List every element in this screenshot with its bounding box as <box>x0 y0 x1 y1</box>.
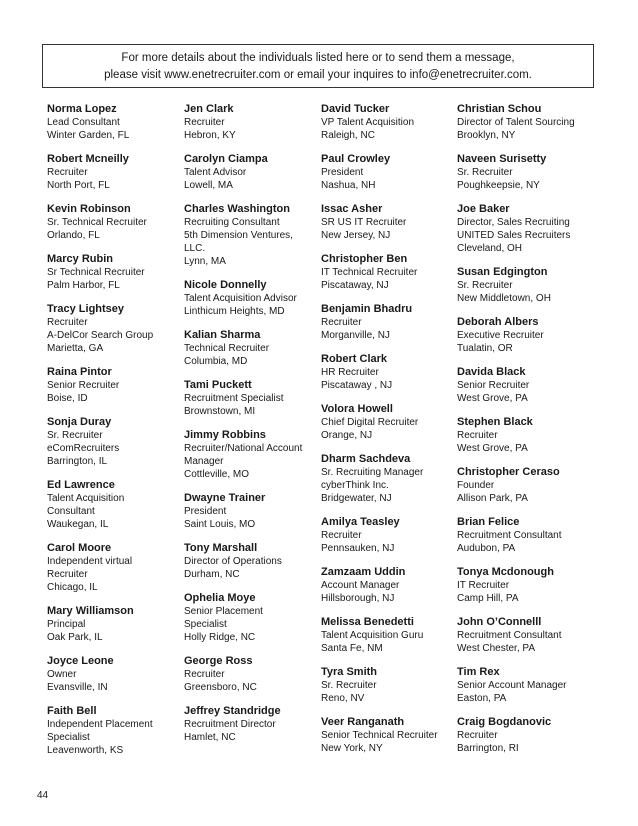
entry-name: George Ross <box>184 655 253 667</box>
entry-detail: Recruiter <box>457 730 498 741</box>
entry-detail: Palm Harbor, FL <box>47 280 120 291</box>
entry-detail: A-DelCor Search Group <box>47 330 154 341</box>
entry-detail: Senior Technical Recruiter <box>321 730 438 741</box>
entry-detail: Recruiter/National Account <box>184 443 303 454</box>
directory-entry <box>47 478 187 531</box>
directory-column-1 <box>47 102 187 767</box>
entry-detail: Pennsauken, NJ <box>321 543 395 554</box>
entry-name: Jen Clark <box>184 103 234 115</box>
directory-entry <box>184 328 324 368</box>
entry-detail: Recruiter <box>457 430 498 441</box>
entry-detail: HR Recruiter <box>321 367 379 378</box>
entry-name: Jeffrey Standridge <box>184 705 281 717</box>
entry-detail: Winter Garden, FL <box>47 130 130 141</box>
entry-name: Christopher Ceraso <box>457 466 560 478</box>
entry-detail: Boise, ID <box>47 393 88 404</box>
entry-detail: Senior Recruiter <box>47 380 120 391</box>
directory-entry <box>457 615 597 655</box>
entry-detail: Founder <box>457 480 495 491</box>
entry-detail: LLC. <box>184 243 206 254</box>
entry-detail: Recruitment Director <box>184 719 276 730</box>
contact-notice-box <box>42 44 594 88</box>
entry-detail: UNITED Sales Recruiters <box>457 230 571 241</box>
entry-name: Ed Lawrence <box>47 479 115 491</box>
directory-entry <box>184 591 324 644</box>
entry-name: Davida Black <box>457 366 526 378</box>
entry-detail: New Jersey, NJ <box>321 230 391 241</box>
directory-entry <box>184 541 324 581</box>
entry-detail: Recruiter <box>321 317 362 328</box>
entry-detail: Barrington, IL <box>47 456 108 467</box>
entry-detail: Allison Park, PA <box>457 493 528 504</box>
entry-name: Tony Marshall <box>184 542 258 554</box>
entry-name: Melissa Benedetti <box>321 616 414 628</box>
entry-detail: Recruitment Specialist <box>184 393 284 404</box>
directory-column-3 <box>321 102 461 765</box>
entry-name: Tim Rex <box>457 666 500 678</box>
entry-detail: Santa Fe, NM <box>321 643 383 654</box>
notice-line-1: For more details about the individuals listed here or to send them a message, <box>121 52 515 64</box>
directory-entry <box>47 704 187 757</box>
entry-detail: Sr. Recruiting Manager <box>321 467 424 478</box>
entry-detail: Marietta, GA <box>47 343 104 354</box>
entry-detail: President <box>321 167 364 178</box>
directory-entry <box>321 515 461 555</box>
directory-entry <box>321 402 461 442</box>
directory-entry <box>457 565 597 605</box>
entry-detail: Greensboro, NC <box>184 682 257 693</box>
entry-detail: Principal <box>47 619 86 630</box>
directory-entry <box>184 202 324 268</box>
entry-detail: Hillsborough, NJ <box>321 593 395 604</box>
entry-detail: Piscataway, NJ <box>321 280 389 291</box>
entry-detail: Easton, PA <box>457 693 507 704</box>
entry-detail: Recruiter <box>321 530 362 541</box>
entry-detail: West Grove, PA <box>457 393 528 404</box>
entry-detail: New York, NY <box>321 743 383 754</box>
directory-entry <box>184 704 324 744</box>
directory-entry <box>47 202 187 242</box>
directory-column-2 <box>184 102 324 754</box>
entry-detail: SR US IT Recruiter <box>321 217 407 228</box>
entry-name: Joe Baker <box>457 203 510 215</box>
entry-name: John O’Connelll <box>457 616 542 628</box>
entry-detail: New Middletown, OH <box>457 293 551 304</box>
directory-entry <box>321 152 461 192</box>
entry-name: Benjamin Bhadru <box>321 303 413 315</box>
directory-entry <box>47 541 187 594</box>
directory-entry <box>184 102 324 142</box>
directory-entry <box>47 365 187 405</box>
entry-detail: Specialist <box>47 732 90 743</box>
entry-detail: 5th Dimension Ventures, <box>184 230 293 241</box>
entry-name: Craig Bogdanovic <box>457 716 552 728</box>
entry-detail: Waukegan, IL <box>47 519 109 530</box>
entry-detail: Talent Acquisition Guru <box>321 630 424 641</box>
entry-detail: Audubon, PA <box>457 543 516 554</box>
entry-name: Stephen Black <box>457 416 533 428</box>
entry-detail: North Port, FL <box>47 180 110 191</box>
entry-detail: Linthicum Heights, MD <box>184 306 285 317</box>
directory-entry <box>457 665 597 705</box>
entry-detail: Senior Recruiter <box>457 380 530 391</box>
entry-detail: Manager <box>184 456 224 467</box>
directory-entry <box>184 654 324 694</box>
entry-detail: Recruiter <box>47 167 88 178</box>
entry-name: Jimmy Robbins <box>184 429 266 441</box>
entry-detail: Senior Account Manager <box>457 680 567 691</box>
entry-detail: Hebron, KY <box>184 130 236 141</box>
entry-name: Deborah Albers <box>457 316 539 328</box>
entry-detail: Orange, NJ <box>321 430 373 441</box>
entry-detail: Sr. Technical Recruiter <box>47 217 147 228</box>
entry-name: Sonja Duray <box>47 416 112 428</box>
notice-line-2: please visit www.enetrecruiter.com or email your inquires to info@enetrecruiter.com. <box>104 69 532 81</box>
entry-detail: Nashua, NH <box>321 180 376 191</box>
entry-detail: Cottleville, MO <box>184 469 250 480</box>
directory-entry <box>457 265 597 305</box>
entry-detail: Owner <box>47 669 77 680</box>
entry-name: Robert Mcneilly <box>47 153 129 165</box>
entry-name: Faith Bell <box>47 705 97 717</box>
directory-entry <box>457 152 597 192</box>
entry-name: Naveen Surisetty <box>457 153 547 165</box>
entry-detail: cyberThink Inc. <box>321 480 389 491</box>
directory-entry <box>184 152 324 192</box>
entry-name: Paul Crowley <box>321 153 391 165</box>
directory-entry <box>457 315 597 355</box>
directory-entry <box>457 515 597 555</box>
entry-detail: Director, Sales Recruiting <box>457 217 570 228</box>
directory-entry <box>184 428 324 481</box>
entry-detail: Durham, NC <box>184 569 240 580</box>
entry-name: Robert Clark <box>321 353 388 365</box>
entry-detail: Talent Advisor <box>184 167 247 178</box>
directory-entry <box>457 202 597 255</box>
directory-entry <box>47 654 187 694</box>
entry-detail: Sr. Recruiter <box>321 680 377 691</box>
entry-detail: Sr. Recruiter <box>47 430 103 441</box>
entry-detail: Sr. Recruiter <box>457 167 513 178</box>
entry-name: Dharm Sachdeva <box>321 453 411 465</box>
directory-entry <box>321 202 461 242</box>
entry-detail: Piscataway , NJ <box>321 380 393 391</box>
entry-detail: Independent Placement <box>47 719 153 730</box>
directory-entry <box>321 102 461 142</box>
entry-name: Tami Puckett <box>184 379 252 391</box>
entry-detail: Recruiter <box>184 669 225 680</box>
entry-detail: Brooklyn, NY <box>457 130 516 141</box>
entry-name: Issac Asher <box>321 203 383 215</box>
entry-detail: Lead Consultant <box>47 117 120 128</box>
directory-entry <box>47 415 187 468</box>
entry-detail: Technical Recruiter <box>184 343 270 354</box>
directory-entry <box>47 302 187 355</box>
entry-detail: Consultant <box>47 506 95 517</box>
directory-entry <box>321 302 461 342</box>
entry-name: Susan Edgington <box>457 266 548 278</box>
entry-detail: Specialist <box>184 619 227 630</box>
entry-detail: Director of Talent Sourcing <box>457 117 575 128</box>
entry-detail: Executive Recruiter <box>457 330 544 341</box>
entry-detail: Recruiter <box>184 117 225 128</box>
directory-entry <box>457 365 597 405</box>
entry-name: Dwayne Trainer <box>184 492 266 504</box>
entry-name: Raina Pintor <box>47 366 112 378</box>
entry-detail: eComRecruiters <box>47 443 120 454</box>
entry-name: Zamzaam Uddin <box>321 566 406 578</box>
directory-entry <box>457 102 597 142</box>
entry-detail: Independent virtual <box>47 556 133 567</box>
entry-detail: Hamlet, NC <box>184 732 236 743</box>
entry-detail: Director of Operations <box>184 556 282 567</box>
entry-name: Brian Felice <box>457 516 520 528</box>
entry-detail: Senior Placement <box>184 606 263 617</box>
entry-detail: Camp Hill, PA <box>457 593 519 604</box>
entry-detail: Recruitment Consultant <box>457 630 562 641</box>
page-number: 44 <box>37 790 49 801</box>
entry-detail: Holly Ridge, NC <box>184 632 256 643</box>
entry-detail: Chief Digital Recruiter <box>321 417 419 428</box>
entry-name: Kalian Sharma <box>184 329 261 341</box>
entry-detail: Reno, NV <box>321 693 365 704</box>
entry-detail: Lowell, MA <box>184 180 233 191</box>
entry-detail: Morganville, NJ <box>321 330 390 341</box>
entry-name: Marcy Rubin <box>47 253 114 265</box>
entry-detail: Raleigh, NC <box>321 130 375 141</box>
directory-entry <box>321 665 461 705</box>
entry-detail: Recruiter <box>47 569 88 580</box>
entry-name: Joyce Leone <box>47 655 114 667</box>
entry-detail: Chicago, IL <box>47 582 98 593</box>
entry-detail: President <box>184 506 227 517</box>
entry-detail: Leavenworth, KS <box>47 745 124 756</box>
entry-detail: Columbia, MD <box>184 356 248 367</box>
directory-entry <box>321 252 461 292</box>
directory-entry <box>321 352 461 392</box>
entry-detail: VP Talent Acquisition <box>321 117 415 128</box>
directory-entry <box>47 102 187 142</box>
entry-detail: West Grove, PA <box>457 443 528 454</box>
directory-entry <box>47 604 187 644</box>
entry-detail: Cleveland, OH <box>457 243 523 254</box>
entry-name: Veer Ranganath <box>321 716 405 728</box>
entry-name: Ophelia Moye <box>184 592 256 604</box>
entry-detail: Recruiting Consultant <box>184 217 280 228</box>
directory-entry <box>321 715 461 755</box>
entry-detail: Bridgewater, NJ <box>321 493 392 504</box>
entry-name: Tonya Mcdonough <box>457 566 554 578</box>
entry-name: Nicole Donnelly <box>184 279 267 291</box>
entry-detail: Recruiter <box>47 317 88 328</box>
entry-detail: Tualatin, OR <box>457 343 513 354</box>
entry-name: Charles Washington <box>184 203 290 215</box>
entry-name: Tyra Smith <box>321 666 378 678</box>
entry-name: Christian Schou <box>457 103 542 115</box>
entry-name: Kevin Robinson <box>47 203 131 215</box>
entry-detail: Talent Acquisition <box>47 493 125 504</box>
entry-detail: Account Manager <box>321 580 400 591</box>
entry-detail: Oak Park, IL <box>47 632 103 643</box>
entry-name: Carolyn Ciampa <box>184 153 268 165</box>
entry-detail: Recruitment Consultant <box>457 530 562 541</box>
directory-entry <box>184 378 324 418</box>
entry-detail: IT Technical Recruiter <box>321 267 418 278</box>
entry-name: Tracy Lightsey <box>47 303 125 315</box>
directory-column-4 <box>457 102 597 765</box>
directory-entry <box>47 252 187 292</box>
entry-name: Amilya Teasley <box>321 516 400 528</box>
directory-entry <box>184 491 324 531</box>
entry-detail: Evansville, IN <box>47 682 108 693</box>
entry-detail: Barrington, RI <box>457 743 519 754</box>
entry-name: Christopher Ben <box>321 253 408 265</box>
directory-entry <box>457 715 597 755</box>
entry-detail: Saint Louis, MO <box>184 519 256 530</box>
directory-entry <box>184 278 324 318</box>
entry-name: David Tucker <box>321 103 390 115</box>
directory-entry <box>457 415 597 455</box>
entry-detail: IT Recruiter <box>457 580 510 591</box>
entry-name: Volora Howell <box>321 403 393 415</box>
entry-detail: Brownstown, MI <box>184 406 256 417</box>
entry-name: Norma Lopez <box>47 103 117 115</box>
entry-name: Carol Moore <box>47 542 112 554</box>
entry-detail: Sr Technical Recruiter <box>47 267 145 278</box>
entry-detail: Poughkeepsie, NY <box>457 180 540 191</box>
entry-detail: Lynn, MA <box>184 256 226 267</box>
directory-entry <box>321 565 461 605</box>
entry-detail: West Chester, PA <box>457 643 535 654</box>
directory-entry <box>321 615 461 655</box>
entry-detail: Sr. Recruiter <box>457 280 513 291</box>
directory-entry <box>47 152 187 192</box>
entry-detail: Orlando, FL <box>47 230 100 241</box>
entry-name: Mary Williamson <box>47 605 134 617</box>
entry-detail: Talent Acquisition Advisor <box>184 293 297 304</box>
directory-entry <box>457 465 597 505</box>
directory-entry <box>321 452 461 505</box>
